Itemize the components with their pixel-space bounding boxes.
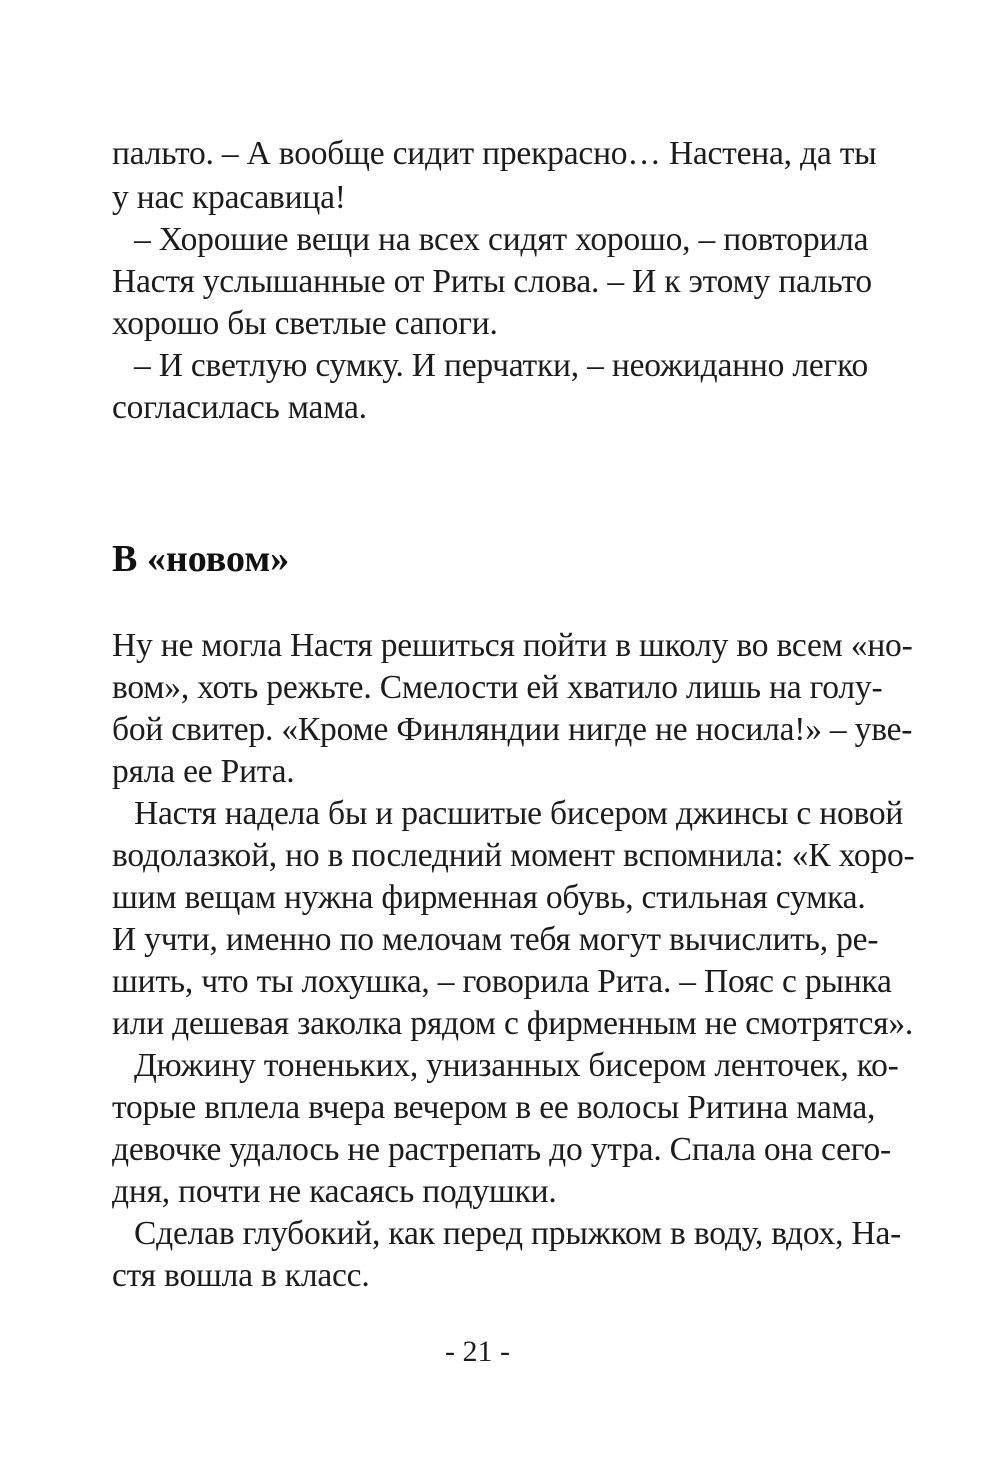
text-line: Настя надела бы и расшитые бисером джинсы с новой [134, 795, 904, 832]
text-line: стя вошла в класс. [112, 1257, 370, 1294]
page-number: - 21 - [445, 1335, 510, 1368]
text-line: дня, почти не касаясь подушки. [112, 1173, 557, 1210]
text-line: вом», хоть режьте. Смелости ей хватило лишь на голу- [112, 669, 883, 706]
text-line: бой свитер. «Кроме Финляндии нигде не носила!» – уве- [112, 711, 913, 748]
text-line: Настя услышанные от Риты слова. – И к этому пальто [112, 263, 872, 300]
text-line: шить, что ты лохушка, – говорила Рита. – Пояс с рынка [112, 963, 892, 1000]
text-line: водолазкой, но в последний момент вспомнила: «К хоро- [112, 837, 915, 874]
text-line: хорошо бы светлые сапоги. [112, 305, 498, 342]
text-line: Ну не могла Настя решиться пойти в школу во всем «но- [112, 627, 913, 664]
chapter-title: В «новом» [112, 538, 290, 580]
text-line: ряла ее Рита. [112, 753, 295, 790]
text-line: пальто. – А вообще сидит прекрасно… Настена, да ты [112, 135, 877, 172]
text-line: у нас красавица! [112, 179, 346, 216]
text-line: согласилась мама. [112, 389, 367, 426]
text-line: – Хорошие вещи на всех сидят хорошо, – повторила [134, 221, 869, 258]
text-line: – И светлую сумку. И перчатки, – неожиданно легко [134, 347, 868, 384]
text-line: Дюжину тоненьких, унизанных бисером ленточек, ко- [134, 1047, 899, 1084]
text-line: шим вещам нужна фирменная обувь, стильная сумка. [112, 879, 866, 916]
text-line: И учти, именно по мелочам тебя могут вычислить, ре- [112, 921, 879, 958]
text-line: торые вплела вчера вечером в ее волосы Ритина мама, [112, 1089, 876, 1126]
text-line: или дешевая заколка рядом с фирменным не смотрятся». [112, 1005, 914, 1042]
text-line: Сделав глубокий, как перед прыжком в воду, вдох, На- [134, 1215, 902, 1252]
text-line: девочке удалось не растрепать до утра. Спала она сего- [112, 1131, 891, 1168]
